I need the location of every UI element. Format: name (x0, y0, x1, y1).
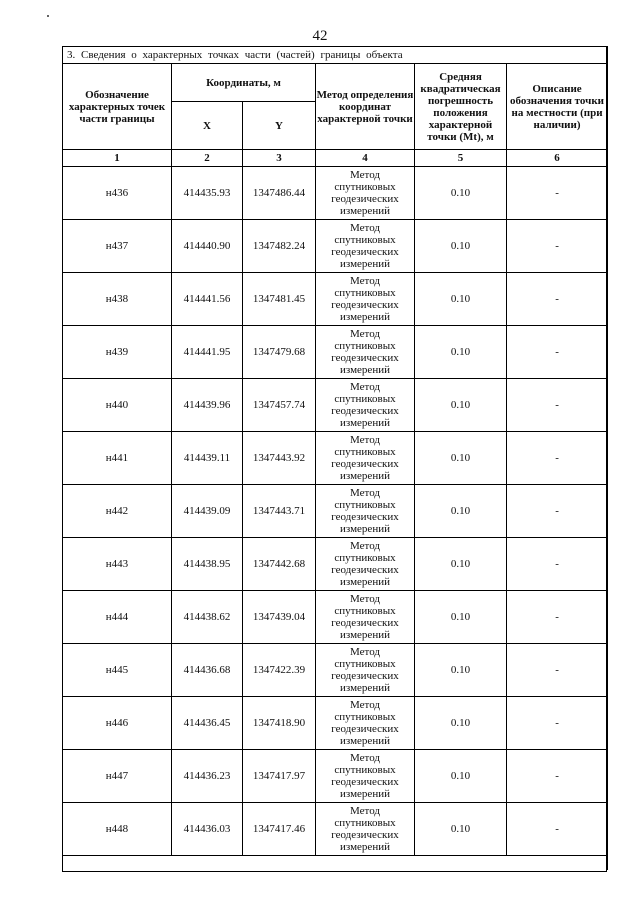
page-number: 42 (312, 28, 328, 44)
method-line: Метод (350, 540, 380, 552)
section-title: 3. Сведения о характерных точках части (частей) границы объекта (63, 47, 608, 64)
point-description: - (507, 220, 608, 273)
table-row (63, 803, 608, 856)
method-line: измерений (340, 523, 390, 535)
point-description: - (507, 803, 608, 856)
coordinate-x: 414439.96 (172, 379, 243, 432)
accuracy-value: 0.10 (415, 167, 507, 220)
method-line: спутниковых (334, 658, 396, 670)
accuracy-value: 0.10 (415, 750, 507, 803)
scan-speck (47, 15, 49, 17)
point-designation: н446 (63, 697, 172, 750)
method-line: измерений (340, 682, 390, 694)
method-line: спутниковых (334, 817, 396, 829)
point-designation: н444 (63, 591, 172, 644)
point-description: - (507, 379, 608, 432)
method-cell (316, 697, 415, 750)
coordinate-y: 1347417.97 (243, 750, 316, 803)
method-line: измерений (340, 364, 390, 376)
method-cell (316, 326, 415, 379)
point-designation: н439 (63, 326, 172, 379)
column-number: 4 (316, 150, 415, 167)
method-line: измерений (340, 788, 390, 800)
coordinate-x: 414441.56 (172, 273, 243, 326)
table-row (63, 591, 608, 644)
coordinate-y: 1347418.90 (243, 697, 316, 750)
table-row (63, 538, 608, 591)
point-description: - (507, 326, 608, 379)
column-number: 3 (243, 150, 316, 167)
method-line: спутниковых (334, 764, 396, 776)
coordinate-x: 414439.11 (172, 432, 243, 485)
point-designation: н441 (63, 432, 172, 485)
method-line: Метод (350, 805, 380, 817)
method-line: спутниковых (334, 499, 396, 511)
coordinate-y: 1347457.74 (243, 379, 316, 432)
empty-tail-cell (63, 856, 608, 870)
method-line: Метод (350, 752, 380, 764)
accuracy-value: 0.10 (415, 591, 507, 644)
method-cell (316, 273, 415, 326)
accuracy-value: 0.10 (415, 326, 507, 379)
method-line: Метод (350, 699, 380, 711)
coordinate-x: 414436.03 (172, 803, 243, 856)
method-line: геодезических (331, 617, 399, 629)
method-line: Метод (350, 593, 380, 605)
point-designation: н442 (63, 485, 172, 538)
method-line: спутниковых (334, 711, 396, 723)
point-description: - (507, 167, 608, 220)
table-row (63, 379, 608, 432)
coordinate-x: 414440.90 (172, 220, 243, 273)
table-row (63, 432, 608, 485)
coordinate-x: 414441.95 (172, 326, 243, 379)
coordinate-y: 1347443.71 (243, 485, 316, 538)
method-line: геодезических (331, 670, 399, 682)
method-line: спутниковых (334, 446, 396, 458)
method-line: геодезических (331, 458, 399, 470)
coordinate-y: 1347422.39 (243, 644, 316, 697)
method-line: измерений (340, 417, 390, 429)
method-line: измерений (340, 258, 390, 270)
section-title-row (63, 47, 608, 64)
method-line: измерений (340, 576, 390, 588)
coordinate-x: 414436.23 (172, 750, 243, 803)
accuracy-value: 0.10 (415, 432, 507, 485)
column-number: 6 (507, 150, 608, 167)
point-designation: н437 (63, 220, 172, 273)
method-line: Метод (350, 487, 380, 499)
method-line: геодезических (331, 723, 399, 735)
method-line: Метод (350, 222, 380, 234)
coordinate-x: 414436.68 (172, 644, 243, 697)
header-method: Метод определения координат характерной точки (316, 64, 415, 150)
method-cell (316, 644, 415, 697)
method-line: измерений (340, 470, 390, 482)
point-description: - (507, 538, 608, 591)
point-designation: н448 (63, 803, 172, 856)
method-cell (316, 167, 415, 220)
method-line: геодезических (331, 299, 399, 311)
point-description: - (507, 697, 608, 750)
method-line: Метод (350, 381, 380, 393)
point-designation: н447 (63, 750, 172, 803)
method-line: геодезических (331, 776, 399, 788)
coordinate-y: 1347486.44 (243, 167, 316, 220)
accuracy-value: 0.10 (415, 803, 507, 856)
point-designation: н445 (63, 644, 172, 697)
method-line: Метод (350, 328, 380, 340)
method-line: геодезических (331, 829, 399, 841)
header-point-designation: Обозначение характерных точек части границы (63, 64, 172, 150)
method-line: измерений (340, 205, 390, 217)
coordinate-y: 1347439.04 (243, 591, 316, 644)
accuracy-value: 0.10 (415, 220, 507, 273)
column-number: 2 (172, 150, 243, 167)
table-row (63, 273, 608, 326)
method-cell (316, 432, 415, 485)
method-line: измерений (340, 841, 390, 853)
coordinate-x: 414438.95 (172, 538, 243, 591)
header-y: Y (243, 102, 316, 150)
table-row (63, 167, 608, 220)
method-line: измерений (340, 311, 390, 323)
coordinate-x: 414435.93 (172, 167, 243, 220)
table-row (63, 220, 608, 273)
point-description: - (507, 750, 608, 803)
accuracy-value: 0.10 (415, 538, 507, 591)
method-line: спутниковых (334, 552, 396, 564)
method-line: спутниковых (334, 605, 396, 617)
method-line: измерений (340, 629, 390, 641)
boundary-points-table (62, 46, 608, 870)
coordinate-y: 1347443.92 (243, 432, 316, 485)
coordinate-y: 1347417.46 (243, 803, 316, 856)
coordinate-y: 1347482.24 (243, 220, 316, 273)
point-designation: н438 (63, 273, 172, 326)
column-number-row (63, 150, 608, 167)
point-designation: н436 (63, 167, 172, 220)
accuracy-value: 0.10 (415, 485, 507, 538)
method-line: спутниковых (334, 234, 396, 246)
point-description: - (507, 273, 608, 326)
table-row (63, 697, 608, 750)
point-description: - (507, 432, 608, 485)
coordinate-y: 1347481.45 (243, 273, 316, 326)
column-number: 5 (415, 150, 507, 167)
method-line: геодезических (331, 246, 399, 258)
method-line: спутниковых (334, 393, 396, 405)
accuracy-value: 0.10 (415, 644, 507, 697)
point-designation: н443 (63, 538, 172, 591)
point-description: - (507, 485, 608, 538)
point-description: - (507, 644, 608, 697)
coordinate-x: 414439.09 (172, 485, 243, 538)
coordinate-y: 1347479.68 (243, 326, 316, 379)
method-line: геодезических (331, 405, 399, 417)
accuracy-value: 0.10 (415, 273, 507, 326)
header-row-1 (63, 64, 608, 102)
accuracy-value: 0.10 (415, 697, 507, 750)
accuracy-value: 0.10 (415, 379, 507, 432)
method-line: спутниковых (334, 181, 396, 193)
method-line: спутниковых (334, 340, 396, 352)
table-row (63, 750, 608, 803)
header-coordinates: Координаты, м (172, 64, 316, 102)
method-line: Метод (350, 434, 380, 446)
method-cell (316, 591, 415, 644)
column-number: 1 (63, 150, 172, 167)
method-cell (316, 538, 415, 591)
coordinate-x: 414438.62 (172, 591, 243, 644)
empty-tail-row (63, 856, 608, 870)
table-row (63, 485, 608, 538)
method-line: Метод (350, 646, 380, 658)
point-designation: н440 (63, 379, 172, 432)
method-line: спутниковых (334, 287, 396, 299)
method-line: геодезических (331, 511, 399, 523)
header-description: Описание обозначения точки на местности (при наличии) (507, 64, 608, 150)
method-cell (316, 803, 415, 856)
method-line: Метод (350, 169, 380, 181)
method-line: геодезических (331, 352, 399, 364)
header-x: X (172, 102, 243, 150)
table-row (63, 644, 608, 697)
method-line: измерений (340, 735, 390, 747)
method-cell (316, 220, 415, 273)
method-cell (316, 379, 415, 432)
method-cell (316, 485, 415, 538)
method-line: Метод (350, 275, 380, 287)
method-cell (316, 750, 415, 803)
method-line: геодезических (331, 564, 399, 576)
method-line: геодезических (331, 193, 399, 205)
table-row (63, 326, 608, 379)
coordinate-x: 414436.45 (172, 697, 243, 750)
coordinate-y: 1347442.68 (243, 538, 316, 591)
header-accuracy: Средняя квадратическая погрешность положения характерной точки (Mt), м (415, 64, 507, 150)
point-description: - (507, 591, 608, 644)
